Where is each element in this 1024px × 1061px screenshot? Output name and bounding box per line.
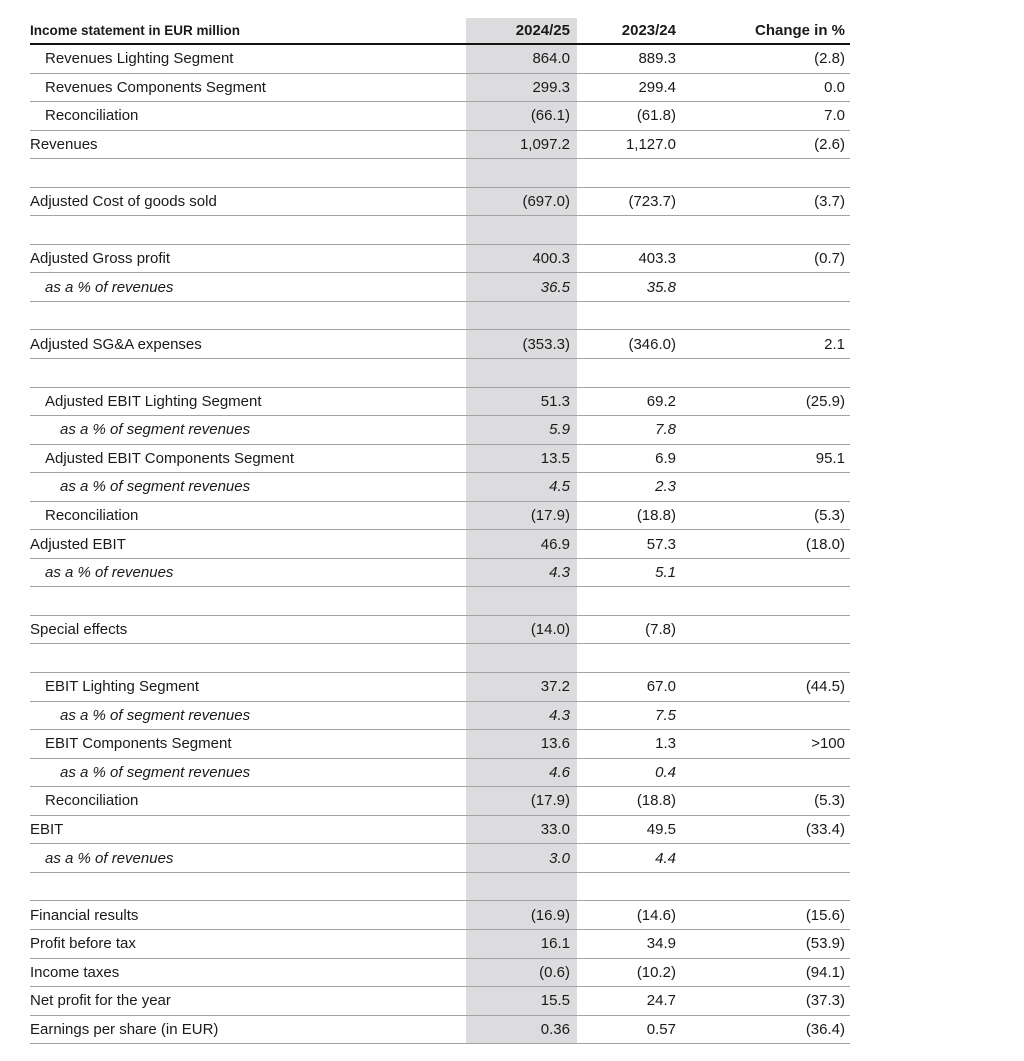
value-2023-24	[577, 359, 681, 387]
value-2023-24: (18.8)	[636, 792, 676, 810]
value-2024-25: 400.3	[466, 245, 577, 273]
value-2024-25: (66.1)	[466, 102, 577, 130]
value-change-percent	[681, 273, 850, 301]
value-2024-25: (17.9)	[466, 502, 577, 530]
column-header-title: Income statement in EUR million	[30, 23, 241, 38]
row-label: Reconciliation	[45, 507, 139, 525]
row-label	[30, 359, 466, 387]
table-row	[30, 45, 850, 74]
value-2024-25	[466, 587, 577, 615]
value-change-percent: (94.1)	[805, 963, 845, 981]
table-row	[30, 502, 850, 531]
value-2023-24: 2.3	[655, 478, 676, 496]
row-label	[30, 302, 466, 330]
table-row	[30, 616, 850, 645]
row-label: Financial results	[30, 906, 139, 924]
row-label: Special effects	[30, 621, 128, 639]
value-change-percent	[681, 473, 850, 501]
table-row	[30, 987, 850, 1016]
value-2024-25: (353.3)	[466, 330, 577, 358]
table-body	[30, 45, 850, 1044]
value-2023-24	[577, 159, 681, 187]
value-2024-25: (17.9)	[466, 787, 577, 815]
column-header-change: Change in %	[754, 22, 845, 39]
value-change-percent: (25.9)	[805, 392, 845, 410]
value-2024-25	[466, 159, 577, 187]
row-label: Profit before tax	[30, 935, 136, 953]
table-row	[30, 673, 850, 702]
value-2024-25: 4.6	[466, 759, 577, 787]
table-row	[30, 188, 850, 217]
value-change-percent	[681, 302, 850, 330]
spacer-row	[30, 873, 850, 902]
value-change-percent: (5.3)	[814, 507, 845, 525]
value-change-percent	[681, 644, 850, 672]
row-label	[30, 216, 466, 244]
value-change-percent	[681, 416, 850, 444]
value-change-percent: (33.4)	[805, 821, 845, 839]
row-label: as a % of segment revenues	[60, 763, 251, 781]
value-change-percent	[681, 844, 850, 872]
value-2024-25: (0.6)	[466, 959, 577, 987]
value-change-percent: 95.1	[815, 449, 845, 467]
value-2024-25: 46.9	[466, 530, 577, 558]
table-row	[30, 530, 850, 559]
row-label: EBIT Components Segment	[45, 735, 232, 753]
value-2023-24: (7.8)	[645, 621, 676, 639]
table-row	[30, 245, 850, 274]
value-2024-25: 1,097.2	[466, 131, 577, 159]
value-2024-25: 299.3	[466, 74, 577, 102]
value-2023-24: 1,127.0	[625, 135, 676, 153]
value-2024-25	[466, 873, 577, 901]
value-2024-25: 4.3	[466, 702, 577, 730]
spacer-row	[30, 644, 850, 673]
value-2023-24: 0.4	[655, 763, 676, 781]
table-row	[30, 559, 850, 588]
row-label: Adjusted EBIT Lighting Segment	[45, 392, 262, 410]
row-label: as a % of revenues	[45, 849, 174, 867]
row-label: Adjusted SG&A expenses	[30, 335, 202, 353]
value-2023-24: 4.4	[655, 849, 676, 867]
row-label: Adjusted EBIT Components Segment	[45, 449, 295, 467]
value-2024-25: 0.36	[466, 1016, 577, 1044]
column-header-2024-25: 2024/25	[466, 18, 577, 43]
value-change-percent	[681, 873, 850, 901]
table-row	[30, 416, 850, 445]
table-row	[30, 445, 850, 474]
value-change-percent: (53.9)	[805, 935, 845, 953]
value-2023-24	[577, 873, 681, 901]
column-header-2023-24: 2023/24	[621, 22, 676, 39]
value-change-percent	[681, 359, 850, 387]
row-label: Revenues Components Segment	[45, 78, 266, 96]
value-2024-25: (697.0)	[466, 188, 577, 216]
value-change-percent: >100	[811, 735, 845, 753]
table-row	[30, 473, 850, 502]
value-2024-25: 13.5	[466, 445, 577, 473]
value-2023-24: 0.57	[646, 1020, 676, 1038]
value-2023-24: (723.7)	[628, 193, 676, 210]
value-change-percent: 7.0	[824, 107, 845, 125]
value-2023-24: 24.7	[646, 992, 676, 1010]
row-label: Income taxes	[30, 963, 120, 981]
value-change-percent	[681, 159, 850, 187]
value-change-percent: (5.3)	[814, 792, 845, 810]
spacer-row	[30, 359, 850, 388]
value-2023-24: 5.1	[655, 564, 676, 582]
value-2024-25	[466, 359, 577, 387]
table-row	[30, 730, 850, 759]
table-row	[30, 959, 850, 988]
value-change-percent: 2.1	[824, 335, 845, 353]
value-2023-24: 35.8	[646, 278, 676, 296]
value-change-percent: (18.0)	[805, 535, 845, 553]
table-row	[30, 816, 850, 845]
row-label: Revenues	[30, 135, 98, 153]
row-label	[30, 644, 466, 672]
table-row	[30, 273, 850, 302]
value-change-percent	[681, 759, 850, 787]
value-2024-25: 36.5	[466, 273, 577, 301]
value-2023-24: 34.9	[646, 935, 676, 953]
value-2024-25	[466, 216, 577, 244]
value-2023-24: 403.3	[638, 250, 676, 268]
row-label: Earnings per share (in EUR)	[30, 1020, 219, 1038]
spacer-row	[30, 302, 850, 331]
value-2024-25	[466, 644, 577, 672]
value-2023-24: 6.9	[655, 449, 676, 467]
table-row	[30, 74, 850, 103]
value-2024-25	[466, 302, 577, 330]
row-label	[30, 159, 466, 187]
table-row	[30, 901, 850, 930]
row-label: Adjusted Gross profit	[30, 250, 171, 268]
row-label: Reconciliation	[45, 792, 139, 810]
value-change-percent	[681, 559, 850, 587]
table-row	[30, 787, 850, 816]
value-2023-24: 49.5	[646, 821, 676, 839]
value-2024-25: 15.5	[466, 987, 577, 1015]
row-label: as a % of segment revenues	[60, 421, 251, 439]
table-row	[30, 1016, 850, 1045]
spacer-row	[30, 159, 850, 188]
value-2023-24: (14.6)	[636, 906, 676, 924]
value-2023-24: 67.0	[646, 678, 676, 696]
value-2024-25: 16.1	[466, 930, 577, 958]
row-label: Reconciliation	[45, 107, 139, 125]
value-change-percent: (36.4)	[805, 1020, 845, 1038]
row-label: EBIT Lighting Segment	[45, 678, 199, 696]
row-label: as a % of revenues	[45, 278, 174, 296]
table-row	[30, 330, 850, 359]
table-header-row	[30, 18, 850, 45]
table-row	[30, 844, 850, 873]
value-2024-25: 3.0	[466, 844, 577, 872]
row-label	[30, 873, 466, 901]
value-2023-24	[577, 644, 681, 672]
table-row	[30, 388, 850, 417]
value-2023-24: (346.0)	[628, 335, 676, 353]
value-2023-24	[577, 302, 681, 330]
value-2024-25: 51.3	[466, 388, 577, 416]
value-2023-24: (10.2)	[636, 963, 676, 981]
value-2024-25: 864.0	[466, 45, 577, 73]
row-label: as a % of segment revenues	[60, 706, 251, 724]
value-2024-25: (14.0)	[466, 616, 577, 644]
value-2023-24: 69.2	[646, 392, 676, 410]
table-row	[30, 102, 850, 131]
row-label: Net profit for the year	[30, 992, 171, 1010]
value-change-percent: 0.0	[824, 78, 845, 96]
table-row	[30, 702, 850, 731]
value-2023-24: 7.8	[655, 421, 676, 439]
row-label: EBIT	[30, 821, 64, 839]
value-change-percent: (2.6)	[814, 135, 845, 153]
value-2023-24: 889.3	[638, 50, 676, 68]
row-label	[30, 587, 466, 615]
value-2024-25: (16.9)	[466, 901, 577, 929]
value-2023-24: 299.4	[638, 78, 676, 96]
row-label: as a % of segment revenues	[60, 478, 251, 496]
value-change-percent: (3.7)	[814, 193, 845, 210]
spacer-row	[30, 587, 850, 616]
value-change-percent: (0.7)	[814, 250, 845, 268]
value-change-percent	[681, 702, 850, 730]
value-2024-25: 4.3	[466, 559, 577, 587]
table-row	[30, 930, 850, 959]
value-change-percent	[681, 216, 850, 244]
row-label: Adjusted Cost of goods sold	[30, 193, 217, 210]
value-change-percent	[681, 587, 850, 615]
value-2023-24: 7.5	[655, 706, 676, 724]
value-2024-25: 13.6	[466, 730, 577, 758]
table-row	[30, 759, 850, 788]
value-2023-24: 57.3	[646, 535, 676, 553]
row-label: Revenues Lighting Segment	[45, 50, 234, 68]
value-change-percent	[681, 616, 850, 644]
value-2024-25: 4.5	[466, 473, 577, 501]
value-2023-24	[577, 216, 681, 244]
value-change-percent: (15.6)	[805, 906, 845, 924]
table-row	[30, 131, 850, 160]
row-label: Adjusted EBIT	[30, 535, 126, 553]
value-2024-25: 37.2	[466, 673, 577, 701]
value-2023-24	[577, 587, 681, 615]
value-2024-25: 33.0	[466, 816, 577, 844]
value-2023-24: (61.8)	[636, 107, 676, 125]
value-2023-24: 1.3	[655, 735, 676, 753]
row-label: as a % of revenues	[45, 564, 174, 582]
value-change-percent: (2.8)	[814, 50, 845, 68]
value-2024-25: 5.9	[466, 416, 577, 444]
value-change-percent: (37.3)	[805, 992, 845, 1010]
spacer-row	[30, 216, 850, 245]
value-change-percent: (44.5)	[805, 678, 845, 696]
value-2023-24: (18.8)	[636, 507, 676, 525]
income-statement-table	[30, 18, 850, 1044]
